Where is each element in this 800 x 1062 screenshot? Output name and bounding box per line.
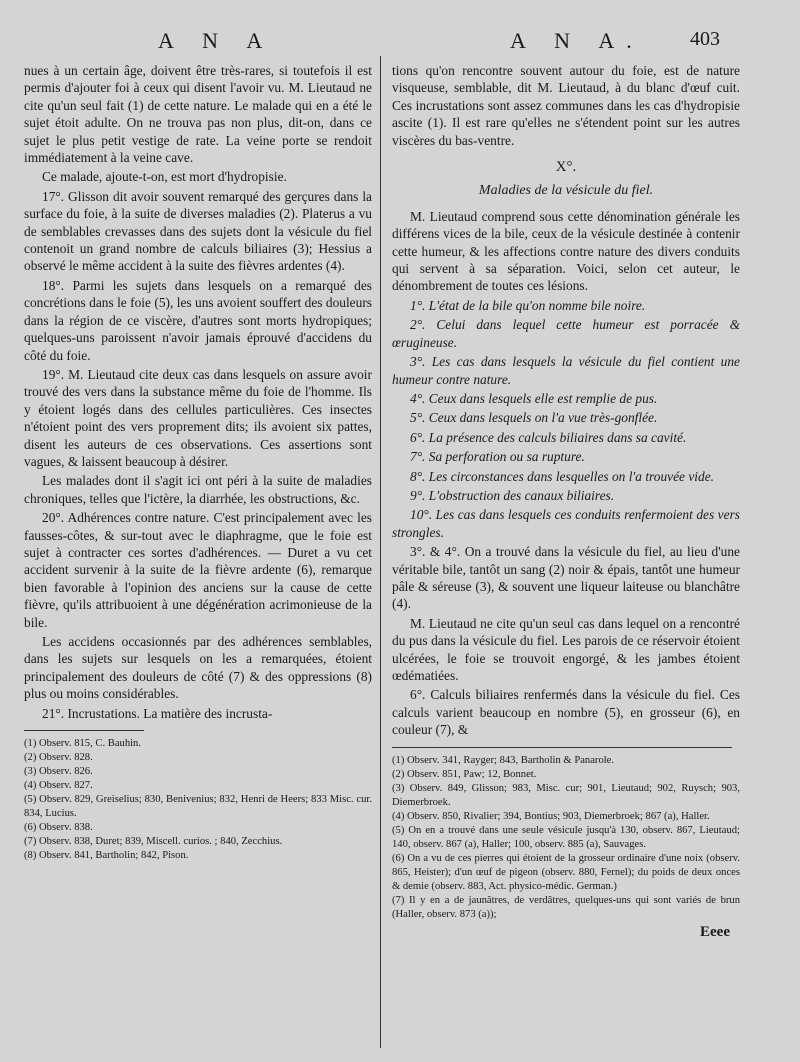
paragraph: tions qu'on rencontre souvent autour du foie, est de nature visqueuse, semblable, dit M. Lieutaud, à du blanc d'œuf cuit. Ces incrustations sont assez communes dans les cas d'hydropisie ascite (1). Il est rare qu'elles ne s'étendent point sur les autres viscères du bas-ventre. <box>392 63 740 148</box>
running-head-right: A N A. <box>510 28 644 53</box>
paragraph: 17°. Glisson dit avoir souvent remarqué des gerçures dans la surface du foie, à la suite de diverses maladies (2). Platerus a vu de semblables crevasses dans des sujets dont la vésicule du fiel contenoit un grand nombre de calculs biliaires (3); Hessius a observé le même accident à la suite des fièvres ardentes (4). <box>24 188 372 274</box>
signature-mark: Eeee <box>700 923 730 940</box>
paragraph: 3°. & 4°. On a trouvé dans la vésicule du fiel, au lieu d'une véritable bile, tantôt un sang (2) noir & épais, tantôt une humeur pâle & séreuse (3), & souvent une liqueur laiteuse ou blanchâtre (4). <box>392 544 740 612</box>
list-item: 2°. Celui dans lequel cette humeur est porracée & œrugineuse. <box>392 317 740 350</box>
footnote-rule <box>24 730 144 731</box>
right-column <box>392 62 740 941</box>
footnote: (3) Observ. 826. <box>24 766 93 778</box>
footnote: (6) On a vu de ces pierres qui étoient de la grosseur ordinaire d'une noix (observ. 865, Heister); d'un œuf de pigeon (observ. 880, Fernel); du poids de deux onces & demie (observ. 883, Act. physico-médic. German.) <box>392 852 740 892</box>
footnote-rule <box>392 747 732 748</box>
paragraph: Les malades dont il s'agit ici ont péri à la suite de maladies chroniques, telles que l'ictère, la diarrhée, les obstructions, &c. <box>24 473 372 506</box>
footnote: (5) Observ. 829, Greiselius; 830, Benivenius; 832, Henri de Heers; 833 Misc. cur. 834, Lucius. <box>24 794 372 820</box>
list-item: 3°. Les cas dans lesquels la vésicule du fiel contient une humeur contre nature. <box>392 354 740 387</box>
list-item: 6°. La présence des calculs biliaires dans sa cavité. <box>410 429 687 445</box>
paragraph: 6°. Calculs biliaires renfermés dans la vésicule du fiel. Ces calculs varient beaucoup en nombre (5), en grosseur (6), en couleur (7), & <box>392 687 740 738</box>
footnote: (3) Observ. 849, Glisson; 983, Misc. cur; 901, Lieutaud; 902, Ruysch; 903, Diemerbroek. <box>392 782 740 808</box>
footnote: (1) Observ. 815, C. Bauhin. <box>24 738 142 750</box>
paragraph: M. Lieutaud ne cite qu'un seul cas dans lequel on a rencontré du pus dans la vésicule du fiel. Les parois de ce réservoir étoient ulcérées, le foie se trouvoit engorgé, & les jambes étoient œdématiées. <box>392 615 740 683</box>
list-item: 9°. L'obstruction des canaux biliaires. <box>410 487 615 503</box>
section-number: X°. <box>555 159 577 176</box>
paragraph: M. Lieutaud comprend sous cette dénomination générale les différens vices de la bile, ceux de la vésicule destinée à contenir cette humeur, & les affections contre nature des divers conduits qui servent à sa séparation. Voici, selon cet auteur, le dénombrement de toutes ces lésions. <box>392 208 740 294</box>
list-item: 4°. Ceux dans lesquels elle est remplie de pus. <box>410 390 658 406</box>
paragraph: 21°. Incrustations. La matière des incrusta- <box>42 705 273 721</box>
paragraph: Les accidens occasionnés par des adhérences semblables, dans les sujets sur lesquels on les a remarquées, étoient principalement des douleurs de côté (7) & des oppressions (8) plus ou moins considérables. <box>24 634 372 702</box>
footnote: (2) Observ. 828. <box>24 752 93 764</box>
list-item: 1°. L'état de la bile qu'on nomme bile noire. <box>410 297 646 313</box>
footnote: (7) Il y en a de jaunâtres, de verdâtres, quelques-uns qui sont variés de brun (Haller, observ. 873 (a)); <box>392 894 740 920</box>
list-item: 7°. Sa perforation ou sa rupture. <box>410 449 585 465</box>
footnotes-left <box>24 737 372 863</box>
list-item: 8°. Les circonstances dans lesquelles on l'a trouvée vide. <box>410 468 714 484</box>
footnote: (7) Observ. 838, Duret; 839, Miscell. curios. ; 840, Zecchius. <box>24 836 283 848</box>
footnote: (8) Observ. 841, Bartholin; 842, Pison. <box>24 850 189 862</box>
footnote: (4) Observ. 850, Rivalier; 394, Bontius; 903, Diemerbroek; 867 (a), Haller. <box>392 810 710 822</box>
lesion-list <box>392 297 740 541</box>
footnotes-right <box>392 754 740 922</box>
paragraph: Ce malade, ajoute-t-on, est mort d'hydropisie. <box>42 169 287 185</box>
paragraph: nues à un certain âge, doivent être très-rares, si toutefois il est permis d'ajouter foi à ceux qui disent l'avoir vu. M. Lieutaud ne cite qu'un seul fait (1) de cette nature. Le malade qui en a été le sujet étoit adulte. On ne trouva pas non plus, dit-on, dans ce sujet le plus petit vestige de rate. La veine porte se rendoit immédiatement à la veine cave. <box>24 63 372 166</box>
page-number: 403 <box>690 28 720 50</box>
paragraph: 19°. M. Lieutaud cite deux cas dans lesquels on assure avoir trouvé des vers dans la substance même du foie de l'homme. Ils y étoient logés dans des cellules particulières. Ces insectes n'étoient point des vers proprement dits; ils avoient six pattes, disent les auteurs de ces observations. Ces assertions sont vagues, & laissent beaucoup à désirer. <box>24 366 372 469</box>
paragraph: 20°. Adhérences contre nature. C'est principalement avec les fausses-côtes, & sur-tout avec le diaphragme, que le foie est sujet à contracter ces sortes d'adhérences. — Duret a vu cet accident survenir à la suite de la fièvre ardente (6), remarque bien favorable à l'opinion des anciens sur la cause de cette fièvre, qu'ils attribuoient à une dégénération acrimonieuse de la bile. <box>24 510 372 630</box>
column-divider <box>380 56 381 1048</box>
footnote: (2) Observ. 851, Paw; 12, Bonnet. <box>392 768 537 780</box>
footnote: (5) On en a trouvé dans une seule vésicule jusqu'à 130, observ. 867, Lieutaud; 140, observ. 867 (a), Haller; 100, observ. 885 (a), Sauvages. <box>392 824 740 850</box>
left-column <box>24 62 372 863</box>
footnote: (1) Observ. 341, Rayger; 843, Bartholin & Panarole. <box>392 754 615 766</box>
footnote: (6) Observ. 838. <box>24 822 93 834</box>
footnote: (4) Observ. 827. <box>24 780 93 792</box>
list-item: 10°. Les cas dans lesquels ces conduits renfermoient des vers strongles. <box>392 507 740 540</box>
running-head-left: A N A <box>158 28 275 53</box>
paragraph: 18°. Parmi les sujets dans lesquels on a remarqué des concrétions dans le foie (5), les uns avoient souffert des douleurs dans la région de ce viscère, d'autres sont morts hydropiques; quelques-uns paroissent n'avoir jamais éprouvé d'accidens du côté du foie. <box>24 277 372 363</box>
list-item: 5°. Ceux dans lesquels on l'a vue très-gonflée. <box>410 410 658 426</box>
section-title: Maladies de la vésicule du fiel. <box>478 183 654 199</box>
